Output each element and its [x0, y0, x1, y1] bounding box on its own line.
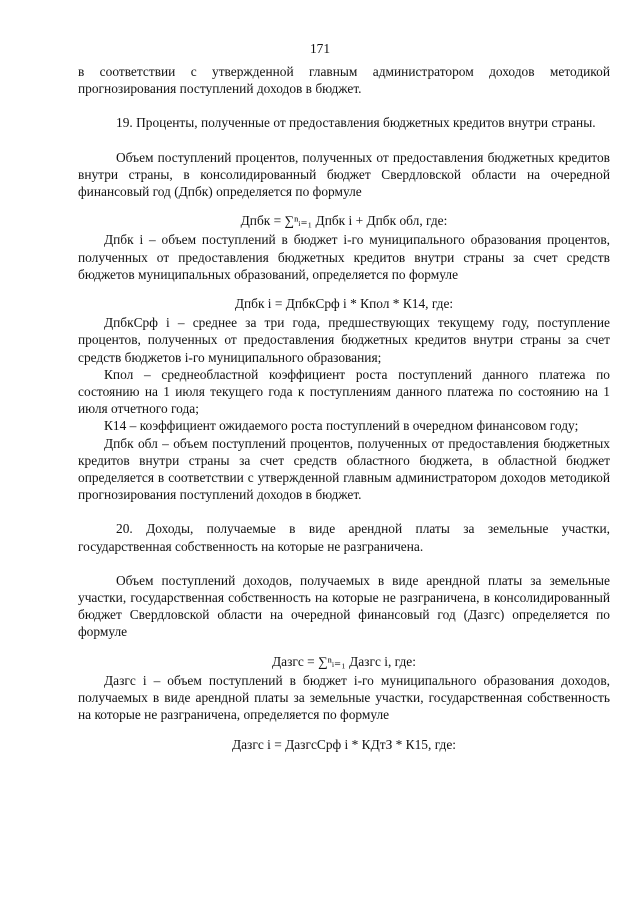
section-heading-19: 19. Проценты, полученные от предоставления бюджетных кредитов внутри страны. [116, 115, 596, 131]
paragraph: в соответствии с утвержденной главным администратором доходов методикой прогнозирования поступлений доходов в бюджет. [78, 64, 610, 97]
page-number: 171 [309, 41, 331, 56]
paragraph: Дпбк обл – объем поступлений процентов, полученных от предоставления бюджетных кредитов внутри страны за счет средств областного бюджета, в областной бюджет определяется в соответствии с утвержденной главным администратором доходов методикой прогнозирования поступлений доходов в бюджет. [78, 435, 610, 503]
paragraph: Объем поступлений доходов, получаемых в виде арендной платы за земельные участки, государственная собственность на которые не разграничена, в консолидированный бюджет Свердловской области на очередной финансовый год (Дазгс) определяется по формуле [78, 572, 610, 640]
formula-dpbk: Дпбк = ∑ⁿᵢ₌₁ Дпбк i + Дпбк обл, где: [240, 213, 448, 229]
paragraph: К14 – коэффициент ожидаемого роста поступлений в очередном финансовом году; [104, 418, 579, 434]
formula-dpbk-i: Дпбк i = ДпбкСрф i * Кпол * К14, где: [234, 296, 454, 312]
paragraph: Объем поступлений процентов, полученных от предоставления бюджетных кредитов внутри страны, в консолидированный бюджет Свердловской области на очередной финансовый год (Дпбк) определяется по формуле [78, 149, 610, 200]
formula-dazgs-i: Дазгс i = ДазгсСрф i * КДтЗ * К15, где: [231, 736, 457, 752]
section-heading-20: 20. Доходы, получаемые в виде арендной платы за земельные участки, государственная собственность на которые не разграничена. [78, 521, 610, 554]
document-body [78, 63, 610, 755]
paragraph: ДпбкСрф i – среднее за три года, предшествующих текущему году, поступление процентов, полученных от предоставления бюджетных кредитов внутри страны за счет средств бюджетов i-го муниципального образования; [78, 315, 610, 365]
formula-dazgs: Дазгс = ∑ⁿᵢ₌₁ Дазгс i, где: [272, 653, 416, 669]
paragraph: Дазгс i – объем поступлений в бюджет i-го муниципального образования доходов, получаемых в виде арендной платы за земельные участки, государственная собственность на которые не разграничена, определяется по формуле [78, 672, 610, 723]
paragraph: Кпол – среднеобластной коэффициент роста поступлений данного платежа по состоянию на 1 июля текущего года к поступлениям данного платежа по состоянию на 1 июля отчетного года; [78, 366, 610, 417]
paragraph: Дпбк i – объем поступлений в бюджет i-го муниципального образования процентов, полученных от предоставления бюджетных кредитов внутри страны за счет средств бюджетов муниципальных образований, определяется по формуле [78, 232, 610, 282]
